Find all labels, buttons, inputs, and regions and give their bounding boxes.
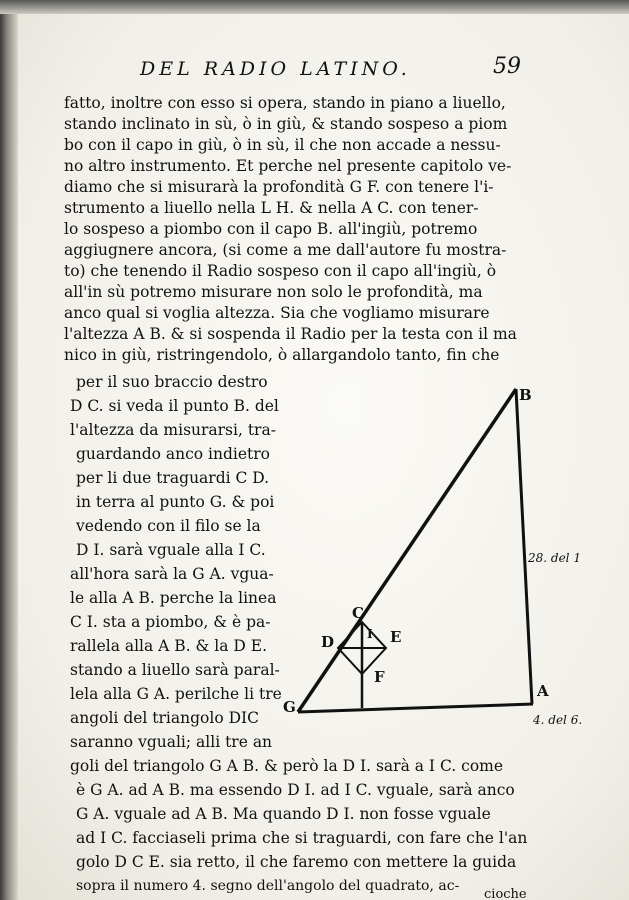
tail-line: goli del triangolo G A B. & però la D I. sarà a I C. come bbox=[70, 757, 504, 775]
label-a: A bbox=[537, 682, 549, 700]
label-e: E bbox=[390, 628, 402, 646]
body-line: fatto, inoltre con esso si opera, stando in piano a liuello, bbox=[64, 94, 506, 112]
column-line: per li due traguardi C D. bbox=[76, 469, 270, 487]
body-line: all'in sù potremo misurare non solo le profondità, ma bbox=[64, 283, 483, 301]
margin-reference: 4. del 6. bbox=[533, 713, 583, 727]
body-line: aggiugnere ancora, (si come a me dall'autore fu mostra- bbox=[64, 241, 507, 259]
column-line: angoli del triangolo DIC bbox=[70, 709, 259, 727]
tail-line: ad I C. facciaseli prima che si traguardi, con fare che l'an bbox=[76, 829, 528, 847]
tail-line: sopra il numero 4. segno dell'angolo del quadrato, ac- bbox=[76, 878, 460, 894]
label-d: D bbox=[321, 633, 335, 651]
margin-reference: 28. del 1 bbox=[528, 551, 581, 565]
body-line: nico in giù, ristringendolo, ò allargandolo tanto, fin che bbox=[64, 346, 500, 364]
body-line: l'altezza A B. & si sospenda il Radio per la testa con il ma bbox=[64, 325, 517, 343]
column-line: C I. sta a piombo, & è pa- bbox=[70, 613, 271, 631]
column-line: saranno vguali; alli tre an bbox=[70, 733, 273, 751]
body-line: lo sospeso a piombo con il capo B. all'ingiù, potremo bbox=[64, 220, 478, 238]
running-title: DEL RADIO LATINO. bbox=[140, 58, 411, 80]
column-line: D I. sarà vguale alla I C. bbox=[76, 541, 266, 559]
body-line: to) che tenendo il Radio sospeso con il capo all'ingiù, ò bbox=[64, 262, 497, 280]
catchword: cioche bbox=[484, 887, 527, 900]
tail-line: G A. vguale ad A B. Ma quando D I. non fosse vguale bbox=[76, 805, 491, 823]
column-line: rallela alla A B. & la D E. bbox=[70, 637, 267, 655]
label-i: I bbox=[367, 627, 373, 641]
base-line-ga bbox=[298, 704, 533, 712]
page-number: 59 bbox=[493, 54, 521, 79]
label-g: G bbox=[283, 698, 296, 716]
column-line: guardando anco indietro bbox=[76, 445, 271, 463]
vertical-line-ab bbox=[516, 389, 532, 704]
body-line: strumento a liuello nella L H. & nella A C. con tener- bbox=[64, 199, 479, 217]
column-line: vedendo con il filo se la bbox=[76, 517, 261, 535]
column-line: le alla A B. perche la linea bbox=[70, 589, 277, 607]
column-line: all'hora sarà la G A. vgua- bbox=[70, 565, 274, 583]
label-b: B bbox=[519, 386, 532, 404]
label-f: F bbox=[374, 668, 385, 686]
column-line: stando a liuello sarà paral- bbox=[70, 661, 280, 679]
body-line: bo con il capo in giù, ò in sù, il che non accade a nessu- bbox=[64, 136, 501, 154]
tail-line: golo D C E. sia retto, il che faremo con mettere la guida bbox=[76, 853, 517, 871]
column-line: D C. si veda il punto B. del bbox=[70, 397, 279, 415]
body-line: stando inclinato in sù, ò in giù, & stando sospeso a piom bbox=[64, 115, 508, 133]
body-line: anco qual si voglia altezza. Sia che vogliamo misurare bbox=[64, 304, 490, 322]
label-c: C bbox=[352, 604, 364, 622]
body-line: no altro instrumento. Et perche nel presente capitolo ve- bbox=[64, 157, 512, 175]
column-line: in terra al punto G. & poi bbox=[76, 493, 275, 511]
hypotenuse-line-gb bbox=[298, 389, 516, 712]
body-line: diamo che si misurarà la profondità G F. con tenere l'i- bbox=[64, 178, 494, 196]
column-line: per il suo braccio destro bbox=[76, 373, 268, 391]
tail-line: è G A. ad A B. ma essendo D I. ad I C. vguale, sarà anco bbox=[76, 781, 515, 799]
column-line: lela alla G A. perilche li tre bbox=[70, 685, 282, 703]
column-line: l'altezza da misurarsi, tra- bbox=[70, 421, 276, 439]
